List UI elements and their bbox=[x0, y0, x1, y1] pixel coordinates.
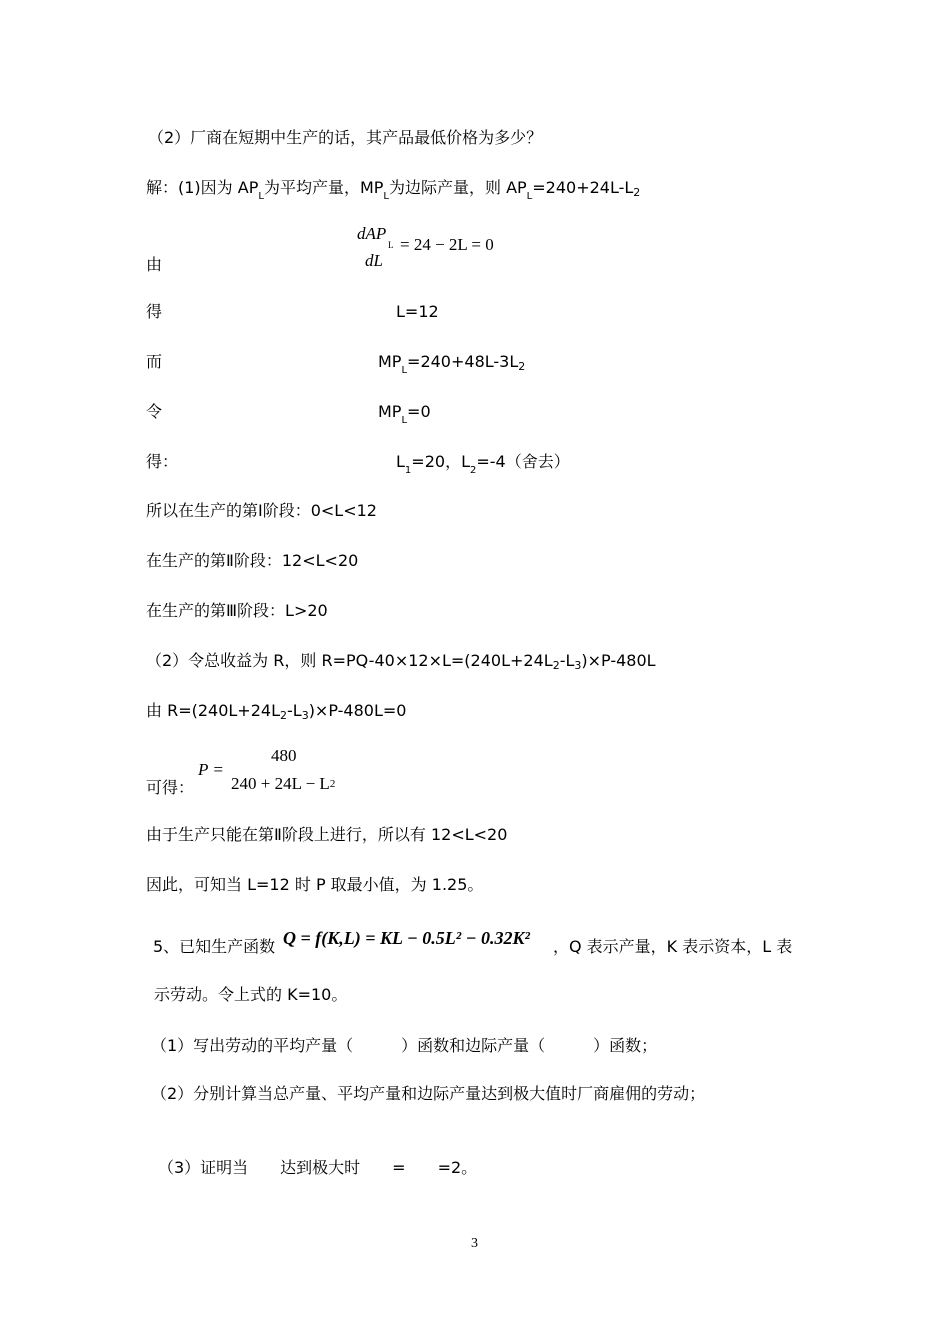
q5-part1: （1）写出劳动的平均产量（ ）函数和边际产量（ ）函数； bbox=[151, 1036, 658, 1055]
de-label: 得 bbox=[146, 302, 163, 321]
q5-part2: （2）分别计算当总产量、平均产量和边际产量达到极大值时厂商雇佣的劳动； bbox=[151, 1084, 706, 1103]
solution-text-3: 为边际产量，则 AP bbox=[388, 178, 527, 197]
p-lhs: P = bbox=[198, 760, 224, 779]
q5-rest: ，Q 表示产量，K 表示资本，L 表 bbox=[553, 937, 793, 956]
solution-text-2: 为平均产量，MP bbox=[263, 178, 384, 197]
sub: 2 bbox=[552, 659, 560, 672]
q5-formula: Q = f(K,L) = KL − 0.5L² − 0.32K² bbox=[283, 928, 530, 948]
p-numerator: 480 bbox=[271, 746, 297, 765]
revenue-line bbox=[146, 651, 656, 673]
roots bbox=[396, 452, 570, 475]
subscript: 2 bbox=[633, 186, 641, 199]
sub: 3 bbox=[301, 709, 309, 722]
subscript: L bbox=[401, 365, 408, 376]
subscript: 2 bbox=[518, 360, 526, 373]
p-denominator: 240 + 24L − L2 bbox=[231, 774, 336, 793]
page-number: 3 bbox=[471, 1236, 478, 1251]
de-value: L=12 bbox=[396, 302, 439, 321]
q5-part3: （3）证明当 达到极大时 = =2。 bbox=[158, 1158, 478, 1177]
deriv-denominator: dL bbox=[365, 251, 383, 270]
revenue-zero-line bbox=[146, 701, 406, 723]
de2-label: 得： bbox=[146, 452, 179, 471]
deriv-rhs: = 24 − 2L = 0 bbox=[400, 235, 494, 254]
revenue-text: （2）令总收益为 R，则 R=PQ-40×12×L=(240L+24L bbox=[146, 651, 553, 670]
sub: 3 bbox=[574, 659, 582, 672]
mp-text: MP bbox=[378, 402, 402, 421]
revenue-text: -L bbox=[559, 651, 575, 670]
mp-rhs: =240+48L-3L bbox=[407, 352, 519, 371]
root-text: =20，L bbox=[411, 452, 470, 471]
deriv-label: 由 bbox=[146, 255, 163, 274]
conclusion: 因此，可知当 L=12 时 P 取最小值，为 1.25。 bbox=[146, 875, 484, 894]
subscript: L bbox=[258, 191, 264, 202]
deriv-numerator: dAP bbox=[357, 224, 387, 243]
stage-3: 在生产的第Ⅲ阶段：L>20 bbox=[146, 601, 328, 620]
question-2: （2）厂商在短期中生产的话，其产品最低价格为多少？ bbox=[148, 128, 543, 147]
deriv-subscript: L bbox=[388, 240, 394, 250]
er-label: 而 bbox=[146, 352, 163, 371]
solution-text-1: 解：(1)因为 AP bbox=[146, 178, 259, 197]
solution-text-4: =240+24L-L bbox=[532, 178, 634, 197]
sub: 2 bbox=[280, 709, 287, 722]
root-text: =-4（舍去） bbox=[476, 452, 570, 471]
p-label: 可得： bbox=[146, 778, 195, 797]
root-text: L bbox=[396, 452, 405, 471]
q5-intro: 5、已知生产函数 bbox=[153, 937, 276, 956]
stage-2: 在生产的第Ⅱ阶段：12<L<20 bbox=[146, 551, 359, 570]
mp-text: MP bbox=[378, 352, 402, 371]
subscript: 1 bbox=[404, 465, 412, 476]
q5-line2: 示劳动。令上式的 K=10。 bbox=[154, 985, 348, 1004]
subscript: 2 bbox=[469, 465, 477, 476]
subscript: L bbox=[401, 415, 408, 426]
only-stage-2: 由于生产只能在第Ⅱ阶段上进行，所以有 12<L<20 bbox=[146, 825, 508, 844]
mp-zero-rhs: =0 bbox=[407, 402, 431, 421]
revenue-text: 由 R=(240L+24L bbox=[146, 701, 280, 720]
mp-equation bbox=[378, 352, 525, 375]
stage-1: 所以在生产的第Ⅰ阶段：0<L<12 bbox=[146, 501, 377, 520]
revenue-text: )×P-480L=0 bbox=[308, 701, 407, 720]
revenue-text: )×P-480L bbox=[581, 651, 656, 670]
subscript: L bbox=[383, 191, 389, 202]
ling-label: 令 bbox=[146, 402, 163, 421]
revenue-text: -L bbox=[287, 701, 302, 720]
mp-zero bbox=[378, 402, 431, 425]
solution-line bbox=[146, 178, 640, 201]
subscript: L bbox=[526, 191, 533, 202]
